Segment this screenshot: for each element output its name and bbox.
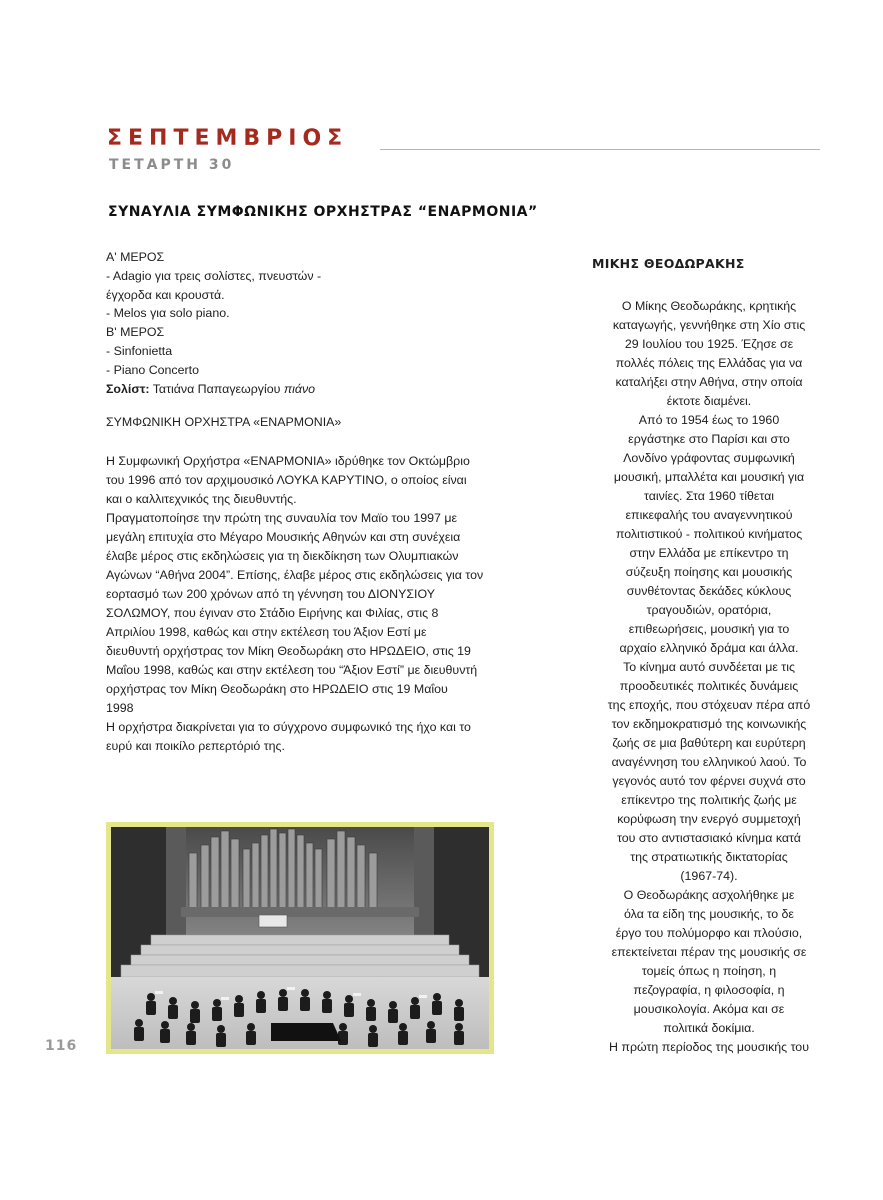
composer-bio-line: τραγουδιών, ορατόρια, [646,603,772,617]
composer-bio-line: συνθέτοντας δεκάδες κύκλους [626,584,792,598]
orchestra-bio-line: ευρύ και ποικίλο ρεπερτόριό της. [106,739,285,754]
part-a-heading: Α' ΜΕΡΟΣ [106,250,165,264]
orchestra-heading: ΣΥΜΦΩΝΙΚΗ ΟΡΧΗΣΤΡΑ «ΕΝΑΡΜΟΝΙΑ» [106,415,342,430]
concert-title: ΣΥΝΑΥΛΙΑ ΣΥΜΦΩΝΙΚΗΣ ΟΡΧΗΣΤΡΑΣ “ΕΝΑΡΜΟΝΙΑ” [108,204,538,220]
page-number: 116 [45,1038,78,1054]
composer-bio-line: επικεφαλής του αναγεννητικού [625,508,793,522]
day-heading: ΤΕΤΑΡΤΗ 30 [109,157,235,173]
composer-bio-line: επιθεωρήσεις, μουσική για το [628,622,790,636]
orchestra-bio [106,452,506,756]
header-divider [380,149,820,150]
orchestra-bio-line: διευθυντή ορχήστρας τον Μίκη Θεοδωράκη στο ΗΡΩΔΕΙΟ, στις 19 [106,644,471,659]
orchestra-bio-line: Αγώνων “Αθήνα 2004”. Επίσης, έλαβε μέρος στις εκδηλώσεις για τον [106,568,484,583]
program-column [106,248,506,756]
composer-bio-line: τομείς όπως η ποίηση, η [641,964,777,978]
orchestra-bio-line: Η Συμφωνική Ορχήστρα «ΕΝΑΡΜΟΝΙΑ» ιδρύθηκε τον Οκτώμβριο [106,454,470,469]
composer-bio-line: έκτοτε διαμένει. [666,394,752,408]
composer-bio-line: (1967-74). [680,869,738,883]
orchestra-photo [111,827,489,1049]
composer-bio-line: του στο αντιστασιακό κίνημα κατά [617,831,801,845]
program-item: - Melos για solo piano. [106,306,230,321]
composer-bio-line: Η πρώτη περίοδος της μουσικής του [609,1040,809,1054]
composer-bio-line: προοδευτικές πολιτικές δυνάμεις [619,679,799,693]
composer-bio-line: της εποχής, που στόχευαν πέρα από [607,698,811,712]
soloist-instrument: πιάνο [283,381,316,396]
orchestra-bio-line: και ο καλλιτεχνικός της διευθυντής. [106,492,297,507]
program-item: - Sinfonietta [106,343,173,358]
orchestra-bio-line: Απριλίου 1998, καθώς και στην εκτέλεση του Άξιον Εστί με [106,625,427,640]
soloist-name: Τατιάνα Παπαγεωργίου [152,381,281,396]
composer-heading: ΜΙΚΗΣ ΘΕΟΔΩΡΑΚΗΣ [592,256,745,271]
composer-bio [592,297,826,1057]
composer-bio-line: πολιτικά δοκίμια. [663,1021,755,1035]
composer-bio-line: Το κίνημα αυτό συνδέεται με τις [623,660,795,674]
composer-bio-line: τον εκδημοκρατισμό της κοινωνικής [611,717,807,731]
orchestra-bio-line: του 1996 από τον αρχιμουσικό ΛΟΥΚΑ ΚΑΡΥΤΙΝΟ, ο οποίος είναι [106,473,467,488]
composer-column [592,254,826,1057]
composer-bio-line: ζωής σε μια βαθύτερη και ευρύτερη [612,736,806,750]
composer-bio-line: Ο Μίκης Θεοδωράκης, κρητικής [621,299,797,313]
composer-bio-line: καταλήξει στην Αθήνα, στην οποία [615,375,803,389]
orchestra-bio-line: ΣΟΛΩΜΟΥ, που έγιναν στο Στάδιο Ειρήνης και Φιλίας, στις 8 [106,606,439,621]
composer-bio-line: επίκεντρο της πολιτικής ζωής με [621,793,797,807]
orchestra-bio-line: Η ορχήστρα διακρίνεται για το σύγχρονο συμφωνικό της ήχο και το [106,720,471,735]
orchestra-bio-line: Πραγματοποίησε την πρώτη της συναυλία τον Μαϊο του 1997 με [106,511,457,526]
composer-bio-line: γεγονός αυτό τον φέρνει συχνά στο [612,774,806,788]
composer-bio-line: καταγωγής, γεννήθηκε στη Χίο στις [612,318,806,332]
orchestra-bio-line: Μαΐου 1998, καθώς και στην εκτέλεση του “Άξιον Εστί” με διευθυντή [106,663,478,678]
month-heading: ΣΕΠΤΕΜΒΡΙΟΣ [107,126,349,151]
composer-bio-line: πεζογραφία, η φιλοσοφία, η [633,983,785,997]
composer-bio-line: Από το 1954 έως το 1960 [638,413,780,427]
composer-bio-line: ταινίες. Στα 1960 τίθεται [643,489,775,503]
composer-bio-line: Λονδίνο γράφοντας συμφωνική [623,451,795,465]
composer-bio-line: της στρατιωτικής δικτατορίας [630,850,788,864]
orchestra-bio-line: έλαβε μέρος στις εκδηλώσεις για τη διεκδίκηση των Ολυμπιακών [106,549,459,564]
program-item: - Adagio για τρεις σολίστες, πνευστών - [106,268,322,283]
orchestra-bio-line: εορτασμό των 200 χρόνων από τη γέννηση του ΔΙΟΝΥΣΙΟΥ [106,587,435,602]
orchestra-bio-line: 1998 [106,701,134,716]
soloist-label: Σολίστ: [106,381,150,396]
orchestra-bio-line: μεγάλη επιτυχία στο Μέγαρο Μουσικής Αθηνών και στη συνέχεια [106,530,461,545]
soloist-line [106,380,506,399]
composer-bio-line: μουσικολογία. Ακόμα και σε [633,1002,785,1016]
orchestra-photo-frame [106,822,494,1054]
composer-bio-line: εργάστηκε στο Παρίσι και στο [628,432,790,446]
composer-bio-line: Ο Θεοδωράκης ασχολήθηκε με [623,888,795,902]
composer-bio-line: αρχαίο ελληνικό δράμα και άλλα. [619,641,799,655]
composer-bio-line: 29 Ιουλίου του 1925. Έζησε σε [624,337,794,351]
composer-bio-line: σύζευξη ποίησης και μουσικής [625,565,793,579]
composer-bio-line: κορύφωση την ενεργό συμμετοχή [617,812,801,826]
program-item: έγχορδα και κρουστά. [106,287,225,302]
orchestra-bio-line: ορχήστρας τον Μίκη Θεοδωράκη στο ΗΡΩΔΕΙΟ στις 19 Μαΐου [106,682,448,697]
composer-bio-line: έργο του πολύμορφο και πλούσιο, [615,926,803,940]
program-item: - Piano Concerto [106,362,199,377]
composer-bio-line: πολλές πόλεις της Ελλάδας για να [615,356,803,370]
composer-bio-line: επεκτείνεται πέραν της μουσικής σε [611,945,807,959]
composer-bio-line: όλα τα είδη της μουσικής, το δε [624,907,794,921]
composer-bio-line: πολιτιστικού - πολιτικού κινήματος [615,527,803,541]
composer-bio-line: αναγέννηση του ελληνικού λαού. Το [611,755,807,769]
part-b-heading: Β' ΜΕΡΟΣ [106,325,165,340]
composer-bio-line: μουσική, μπαλλέτα και μουσική για [613,470,805,484]
composer-bio-line: στην Ελλάδα με επίκεντρο τη [629,546,789,560]
